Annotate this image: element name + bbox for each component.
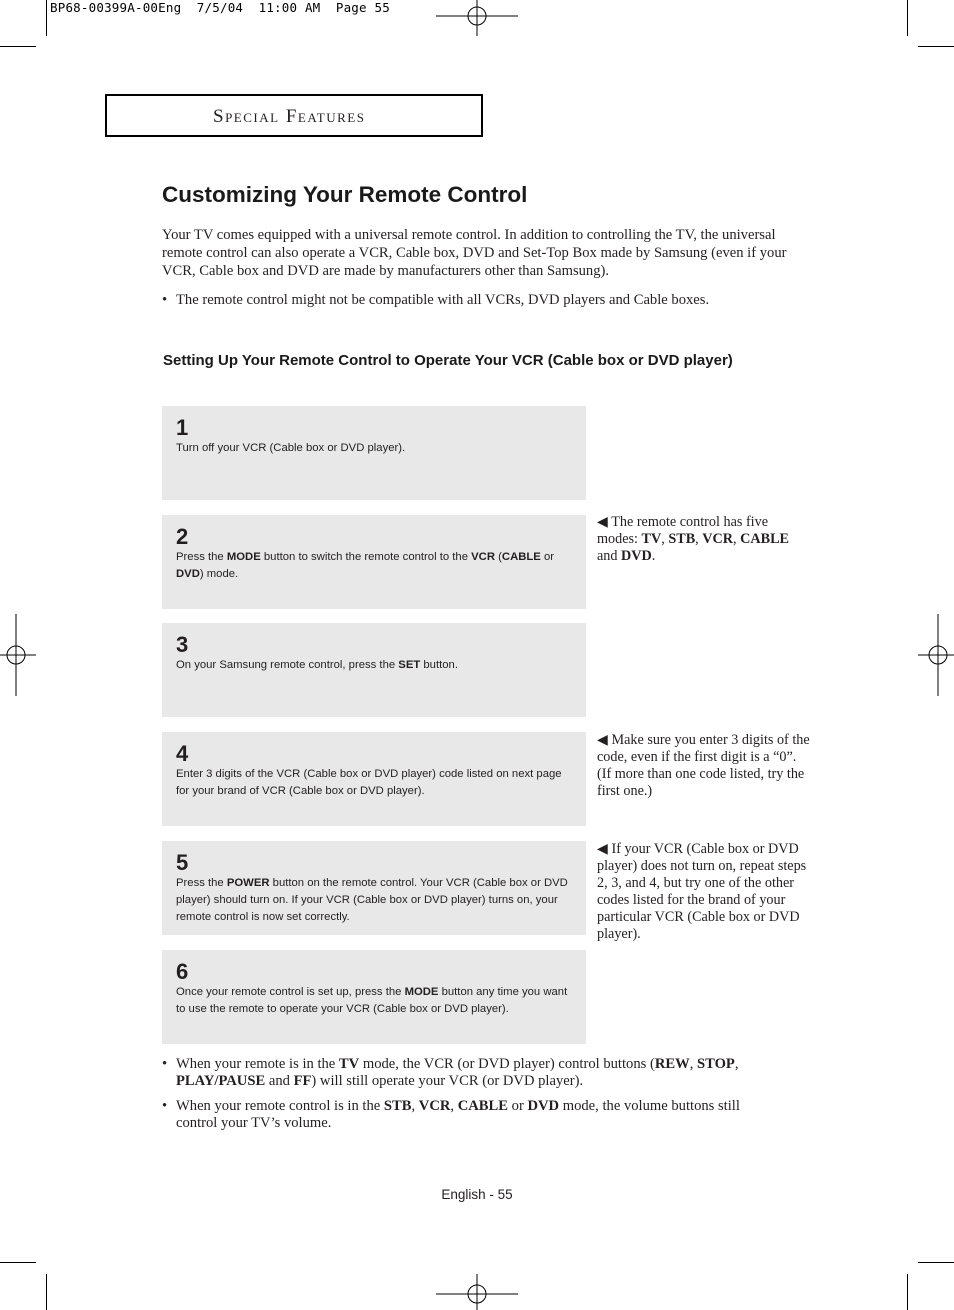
step-5 [162, 841, 586, 935]
note-retry-codes: ◀ If your VCR (Cable box or DVD player) does not turn on, repeat steps 2, 3, and 4, but try one of the other codes listed for the brand of your particular VCR (Cable box or DVD player). [597, 841, 807, 942]
registration-mark-left [0, 614, 36, 696]
registration-mark-top [436, 0, 518, 36]
step-1 [162, 406, 586, 500]
note-arrow-icon: ◀ [597, 514, 608, 530]
step-number: 2 [176, 524, 189, 549]
section-subheading: Setting Up Your Remote Control to Operate Your VCR (Cable box or DVD player) [163, 352, 733, 369]
page-title: Customizing Your Remote Control [162, 182, 528, 207]
note-arrow-icon: ◀ [597, 841, 608, 857]
step-number: 5 [176, 850, 189, 875]
step-4 [162, 732, 586, 826]
section-header-box [105, 94, 483, 137]
step-text: Enter 3 digits of the VCR (Cable box or DVD player) code listed on next page for your brand of VCR (Cable box or DVD player). [176, 768, 562, 797]
bullet-text: The remote control might not be compatible with all VCRs, DVD players and Cable boxes. [176, 292, 710, 308]
bullet-tv-mode [162, 1056, 782, 1092]
bullet-marker: • [162, 1056, 168, 1072]
bullet-marker: • [162, 1098, 168, 1114]
note-three-digits: ◀ Make sure you enter 3 digits of the code, even if the first digit is a “0”. (If more than one code listed, try the first one.) [597, 732, 810, 799]
step-2 [162, 515, 586, 609]
registration-mark-bottom [436, 1274, 518, 1310]
step-3 [162, 623, 586, 717]
step-text: On your Samsung remote control, press the SET button. [176, 659, 458, 671]
bullet-volume [162, 1098, 782, 1134]
step-text: Press the MODE button to switch the remote control to the VCR (CABLE or DVD) mode. [176, 551, 555, 580]
bullet-marker: • [162, 292, 168, 308]
page-number: English - 55 [441, 1187, 513, 1202]
section-title: Special Features [213, 106, 366, 127]
note-modes: ◀ The remote control has five modes: TV, STB, VCR, CABLE and DVD. [597, 514, 789, 564]
intro-paragraph: Your TV comes equipped with a universal remote control. In addition to controlling the TV, the universal remote control can also operate a VCR, Cable box, DVD and Set-Top Box made by Samsung (even if your VCR, Cable box and DVD are made by manufacturers other than Samsung). [162, 227, 787, 279]
step-text: Once your remote control is set up, press the MODE button any time you want to use the remote to operate your VCR (Cable box or DVD player). [176, 986, 568, 1015]
step-number: 3 [176, 632, 189, 657]
step-number: 4 [176, 741, 189, 766]
registration-mark-right [918, 614, 954, 696]
compatibility-bullet [162, 292, 812, 310]
bullet-text: When your remote is in the TV mode, the VCR (or DVD player) control buttons (REW, STOP, PLAY/PAUSE and FF) will still operate your VCR (or DVD player). [176, 1056, 739, 1089]
step-6 [162, 950, 586, 1044]
step-text: Turn off your VCR (Cable box or DVD player). [176, 442, 406, 454]
step-number: 1 [176, 415, 189, 440]
step-text: Press the POWER button on the remote control. Your VCR (Cable box or DVD player) should turn on. If your VCR (Cable box or DVD player) turns on, your remote control is now set correctly. [176, 877, 568, 923]
note-arrow-icon: ◀ [597, 732, 608, 748]
step-number: 6 [176, 959, 189, 984]
bullet-text: When your remote control is in the STB, VCR, CABLE or DVD mode, the volume buttons still control your TV’s volume. [176, 1098, 740, 1131]
print-slug: BP68-00399A-00Eng 7/5/04 11:00 AM Page 55 [50, 0, 390, 15]
